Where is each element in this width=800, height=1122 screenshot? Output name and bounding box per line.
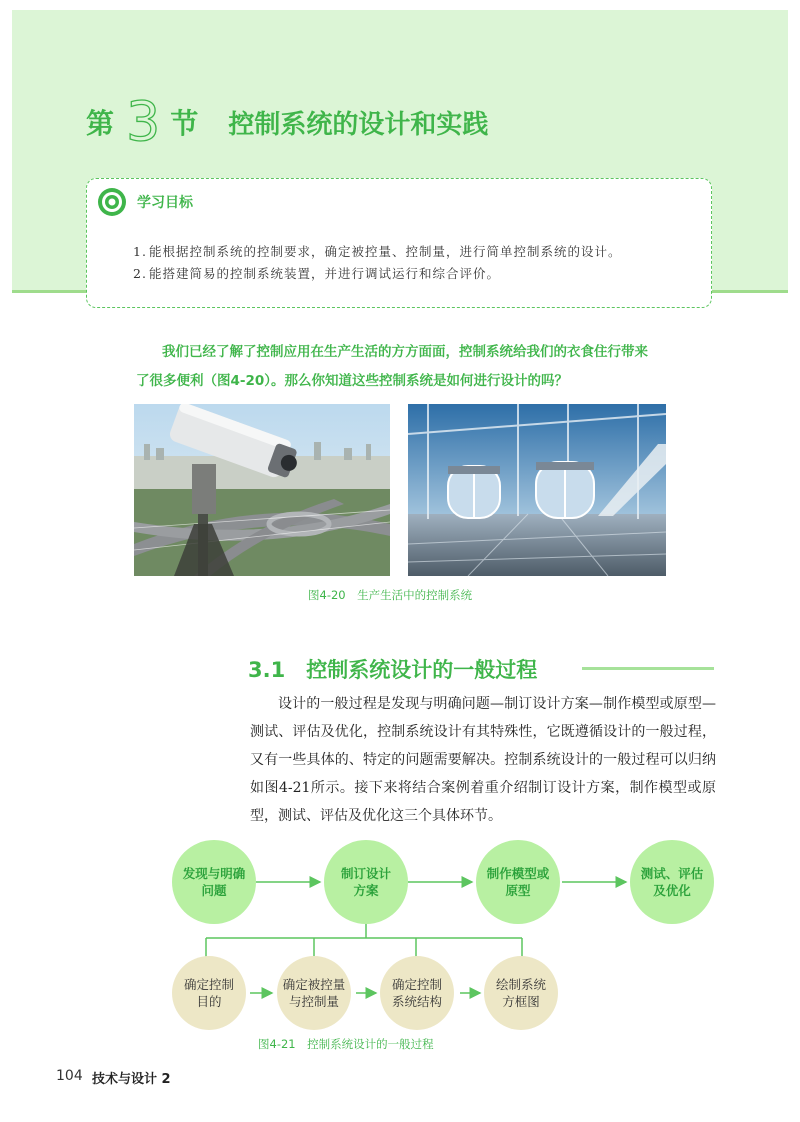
section-number: 3 bbox=[126, 90, 161, 153]
objectives-heading: 学习目标 bbox=[137, 195, 193, 211]
step-label: 制作模型或 原型 bbox=[486, 866, 550, 898]
design-process-flowchart bbox=[160, 830, 720, 1030]
substep-controlled-quantity bbox=[277, 956, 351, 1030]
page-number: 104 bbox=[56, 1068, 83, 1084]
substep-label: 确定被控量 与控制量 bbox=[282, 977, 346, 1009]
step-build-model bbox=[476, 840, 560, 924]
substep-label: 绘制系统 方框图 bbox=[495, 977, 546, 1009]
section-suffix: 节 bbox=[170, 107, 199, 140]
section-title: 控制系统的设计和实践 bbox=[228, 109, 489, 140]
paragraph-text: 设计的一般过程是发现与明确问题—制订设计方案—制作模型或原型—测试、评估及优化，控制系统设计有其特殊性，它既遵循设计的一般过程，又有一些具体的、特定的问题需要解决。控制系统设计的一般过程可以归纳如图4-21所示。接下来将结合案例着重介绍制订设计方案，制作模型或原型，测试、评估及优化这三个具体环节。 bbox=[250, 696, 716, 824]
target-icon bbox=[97, 187, 127, 217]
intro-paragraph bbox=[136, 338, 684, 396]
step-label: 测试、评估 及优化 bbox=[640, 866, 704, 898]
substep-label: 确定控制 目的 bbox=[183, 977, 234, 1009]
objective-item bbox=[133, 263, 622, 285]
section-prefix: 第 bbox=[86, 107, 115, 140]
substep-control-purpose bbox=[172, 956, 246, 1030]
step-discover-problem bbox=[172, 840, 256, 924]
step-label: 发现与明确 问题 bbox=[182, 866, 246, 898]
body-paragraph bbox=[250, 690, 716, 830]
intro-line-1: 我们已经了解了控制应用在生产生活的方方面面，控制系统给我们的衣食住行带来 bbox=[162, 344, 648, 360]
objective-number: 2. bbox=[133, 266, 147, 281]
step-test-optimize bbox=[630, 840, 714, 924]
figure-4-21-caption: 图4-21 控制系统设计的一般过程 bbox=[258, 1037, 434, 1051]
objective-number: 1. bbox=[133, 244, 147, 259]
intro-line-2: 了很多便利（图4-20）。那么你知道这些控制系统是如何进行设计的吗？ bbox=[136, 373, 569, 389]
revolving-door-building-photo bbox=[408, 404, 666, 576]
book-title: 技术与设计 2 bbox=[92, 1072, 171, 1087]
subsection-title: 3.1 控制系统设计的一般过程 bbox=[248, 658, 538, 682]
step-make-plan bbox=[324, 840, 408, 924]
learning-objectives-box bbox=[86, 178, 712, 308]
objectives-list bbox=[133, 241, 622, 285]
surveillance-camera-photo bbox=[134, 404, 390, 576]
substep-system-structure bbox=[380, 956, 454, 1030]
objective-item bbox=[133, 241, 622, 263]
objective-text: 能根据控制系统的控制要求，确定被控量、控制量，进行简单控制系统的设计。 bbox=[149, 244, 622, 259]
subsection-rule bbox=[582, 667, 714, 670]
substep-label: 确定控制 系统结构 bbox=[391, 977, 442, 1009]
step-label: 制订设计 方案 bbox=[340, 866, 391, 898]
substep-block-diagram bbox=[484, 956, 558, 1030]
objective-text: 能搭建简易的控制系统装置，并进行调试运行和综合评价。 bbox=[149, 266, 501, 281]
section-heading bbox=[86, 92, 488, 152]
figure-4-20-caption: 图4-20 生产生活中的控制系统 bbox=[308, 588, 473, 602]
